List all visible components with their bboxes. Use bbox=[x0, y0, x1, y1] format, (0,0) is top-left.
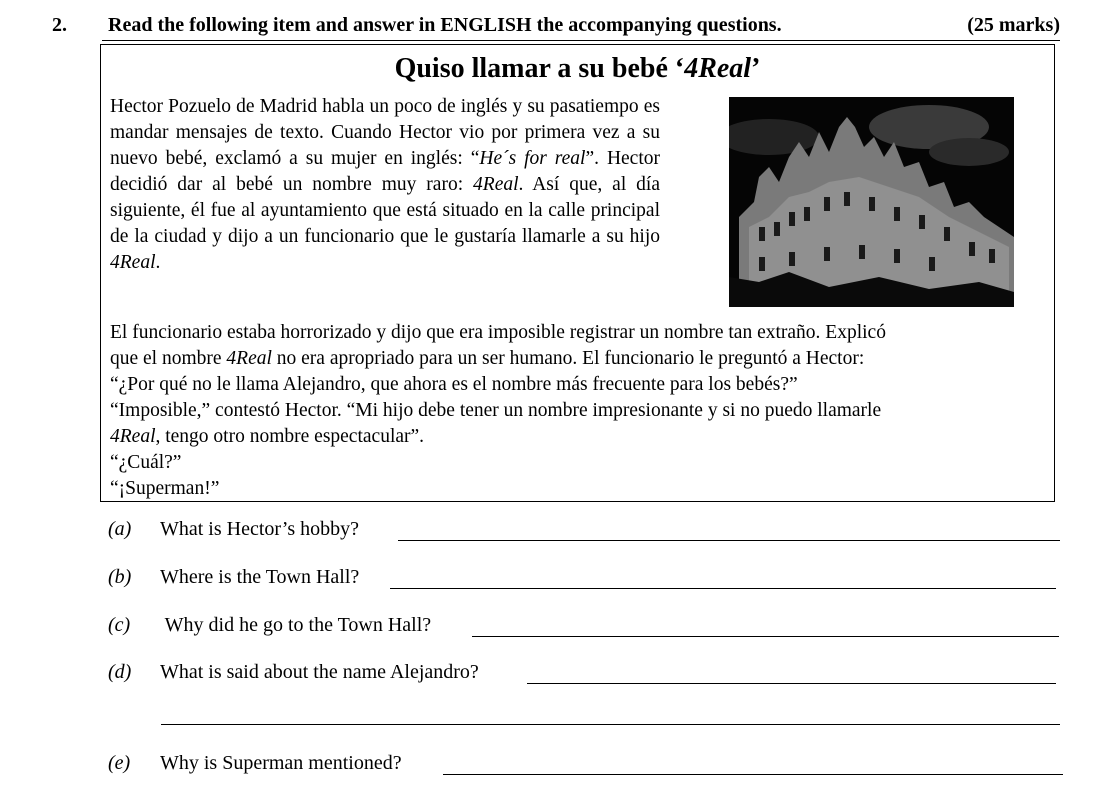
answer-line-c[interactable] bbox=[472, 636, 1059, 637]
header-rule bbox=[102, 40, 1060, 41]
question-a: (a) What is Hector’s hobby? bbox=[108, 518, 360, 540]
question-b: (b) Where is the Town Hall? bbox=[108, 566, 360, 588]
question-instruction: Read the following item and answer in ENGLISH the accompanying questions. bbox=[108, 14, 782, 36]
para2-line: “Imposible,” contestó Hector. “Mi hijo debe tener un nombre impresionante y si no puedo llamarle bbox=[110, 400, 882, 421]
para2-line: El funcionario estaba horrorizado y dijo que era imposible registrar un nombre tan extraño. Explicó bbox=[110, 322, 886, 343]
question-c: (c) Why did he go to the Town Hall? bbox=[108, 614, 432, 636]
town-hall-photo bbox=[729, 97, 1014, 307]
question-marks: (25 marks) bbox=[967, 14, 1060, 36]
para2-line: “¿Cuál?” bbox=[110, 452, 182, 473]
para2-line: “¡Superman!” bbox=[110, 478, 220, 499]
question-e: (e) Why is Superman mentioned? bbox=[108, 752, 402, 774]
para2-line: “¿Por qué no le llama Alejandro, que ahora es el nombre más frecuente para los bebés?” bbox=[110, 374, 798, 395]
answer-line-d-2[interactable] bbox=[161, 724, 1060, 725]
para2-line: 4Real, tengo otro nombre espectacular”. bbox=[110, 426, 425, 447]
answer-line-a[interactable] bbox=[398, 540, 1060, 541]
article-paragraph-2 bbox=[110, 320, 1048, 502]
answer-line-d[interactable] bbox=[527, 683, 1056, 684]
article-box bbox=[100, 44, 1055, 502]
para2-line: que el nombre 4Real no era apropriado para un ser humano. El funcionario le preguntó a Hector: bbox=[110, 348, 865, 369]
answer-line-b[interactable] bbox=[390, 588, 1056, 589]
question-d: (d) What is said about the name Alejandro? bbox=[108, 661, 479, 683]
article-paragraph-1: Hector Pozuelo de Madrid habla un poco de inglés y su pasatiempo es mandar mensajes de texto. Cuando Hector vio por primera vez a su nuevo bebé, exclamó a su mujer en inglés: “He´s for real”. Hector decidió dar al bebé un nombre muy raro: 4Real. Así que, al día siguiente, él fue al ayuntamiento que está situado en la calle principal de la ciudad y dijo a un funcionario que le gustaría llamarle a su hijo 4Real. bbox=[110, 96, 660, 273]
answer-line-e[interactable] bbox=[443, 774, 1063, 775]
question-number: 2. bbox=[52, 14, 67, 36]
article-title: Quiso llamar a su bebé ‘4Real’ bbox=[394, 53, 761, 84]
